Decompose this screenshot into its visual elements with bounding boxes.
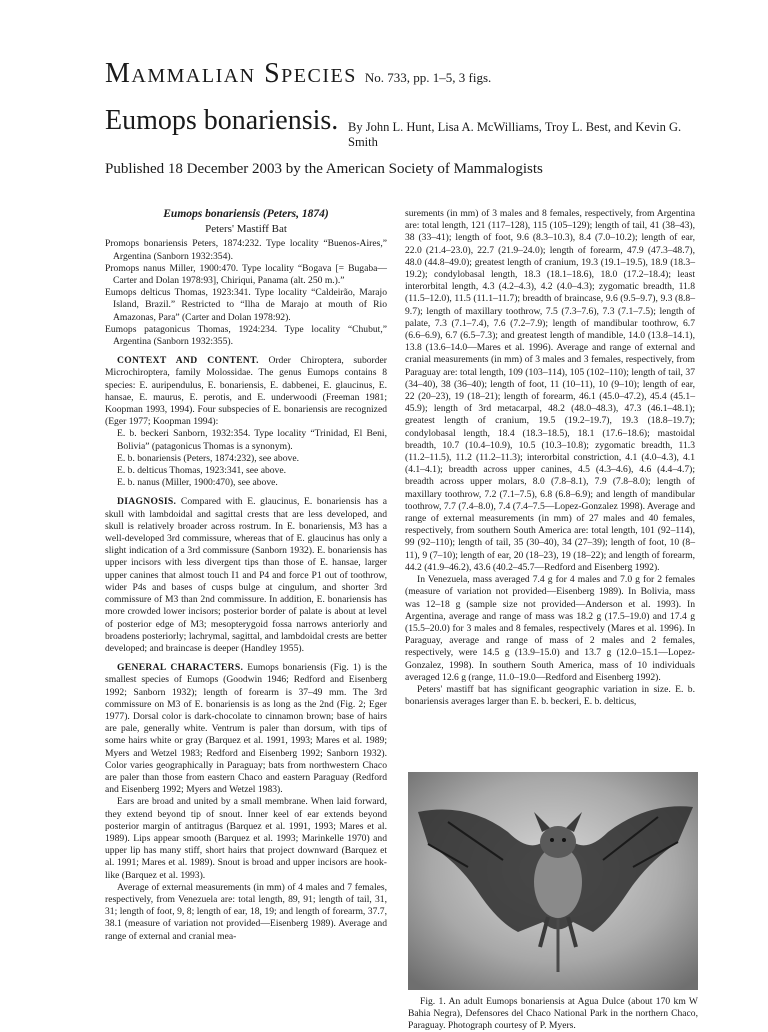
diagnosis-text: Compared with E. glaucinus, E. bonariensis has a skull with lambdoidal and sagittal crests that are less developed, and skull is relatively broader across rostrum. In E. bonariensis, M3 has a well-developed 3rd commissure, whereas that of E. glaucinus has only a slight indication of a 3rd commissure (Sanborn 1932). E. bonariensis has upper incisors with less divergent tips than those of E. hansae, larger upper canines that almost touch I1 and P4 and force P1 out of toothrow, wider P4s and bases of cusps bulge at cingulum, and shorter 3rd commissure of M3 than 2nd commissure. In addition, E. bonariensis has more crowded lower incisors; posterior border of palate is about at level of posterior edge of M3; mesopterygoid fossa narrows anteriorly and broadens posteriorly; lachrymal, sagittal, and lambdoidal crests are better developed; and braincase is deeper (Handley 1955). [105, 496, 387, 654]
left-text-column [105, 208, 387, 943]
synonym-entry: Promops bonariensis Peters, 1874:232. Type locality “Buenos-Aires,” Argentina (Sanborn 1932:354). [105, 238, 387, 262]
publication-line: Published 18 December 2003 by the American Society of Mammalogists [105, 161, 543, 177]
subspecies-entry: E. b. nanus (Miller, 1900:470), see above. [117, 477, 278, 489]
subspecies-entry: E. b. bonariensis (Peters, 1874:232), see above. [117, 452, 299, 464]
synonym-entry: Eumops patagonicus Thomas, 1924:234. Type locality “Chubut,” Argentina (Sanborn 1932:355). [105, 323, 387, 348]
section-heading-context: CONTEXT AND CONTENT. [117, 355, 259, 367]
context-paragraph [105, 355, 387, 428]
measurements-paragraph: surements (in mm) of 3 males and 8 females, respectively, from Argentina are: total length, 121 (117–128), 115 (105–129); length of tail, 41 (38–43), 38 (33–41); length of foot, 9.6 (8.3–10.3), 8.4 (7.0–10.2); length of ear, 22.0 (21.4–23.0), 22.7 (21.9–24.0); length of forearm, 47.9 (47.3–48.7), 48.0 (44.8–49.0); greatest length of cranium, 19.3 (19.1–19.5), 18.9 (18.3–19.2); condylobasal length, 18.3 (18.1–18.6), 18.0 (17.2–18.4); least interorbital length, 4.3 (4.2–4.3), 4.2 (4.0–4.3); zygomatic breadth, 11.8 (11.5–12.0), 11.5 (11.1–11.7); breadth of braincase, 9.6 (9.5–9.7), 9.3 (8.8–9.7); length of maxillary toothrow, 7.5 (7.3–7.6), 7.3 (7.1–7.5); length of palate, 7.3 (7.1–7.4), 7.6 (7.2–7.9); length of mandibular toothrow, 6.7 (6.6–6.9), 6.7 (6.5–7.3); and greatest length of mandible, 14.0 (13.8–14.1), 13.8 (13.6–14.0—Mares et al. 1996). Average and range of external and cranial measurements (in mm) of 3 males and 3 females, respectively, from Paraguay are: total length, 109 (103–114), 105 (102–110); length of tail, 37 (34–40), 38 (36–40); length of foot, 11 (10–11), 10 (9–10); length of ear, 22 (20–23), 19 (18–21); length of forearm, 46.1 (45.0–47.2), 45.4 (45.1–45.9); length of 3rd metacarpal, 48.2 (48.0–48.3), 47.3 (46.1–48.1); greatest length of cranium, 19.5 (19.2–19.7), 19.3 (18.8–19.7); condylobasal length, 18.4 (18.3–18.5), 18.1 (17.6–18.6); mastoidal breadth, 10.7 (10.4–10.9), 10.5 (10.3–10.8); zygomatic breadth, 11.3 (11.2–11.5), 11.2 (11.2–11.3); interorbital constriction, 4.1 (4.0–4.3), 4.1 (4.1–4.1); breadth across upper canines, 4.5 (4.3–4.6), 4.6 (4.4–4.7); breadth across upper molars, 8.0 (7.8–8.1), 7.9 (7.8–8.0); length of maxillary toothrow, 7.2 (7.1–7.5), 6.8 (6.8–6.9); and length of mandibular toothrow, 7.7 (7.4–8.0), 7.4 (7.4–7.5—Lopez-Gonzalez 1998). Average and range of external measurements (in mm) of 27 males and 40 females, respectively, from southern South America are: total length, 101 (92–114), 99 (92–110); length of tail, 35 (30–40), 34 (27–39); length of foot, 10 (8–11), 9 (7–10); length of ear, 20 (18–23), 19 (18–22); and length of forearm, 44.2 (41.9–46.2), 43.6 (40.2–45.7—Redford and Eisenberg 1992). [405, 208, 695, 573]
species-heading: Eumops bonariensis (Peters, 1874) [163, 208, 329, 220]
ears-paragraph: Ears are broad and united by a small membrane. When laid forward, they extend beyond tip of snout. Inner keel of ear extends beyond posterior margin of antitragus (Barquez et al. 1991, 1993; Mares et al. 1989). Lips appear smooth (Barquez et al. 1993; Marinkelle 1970) and upper lip has many stiff, short hairs that project downward (Barquez et al. 1991; Mares et al. 1989). Snout is broad and upper incisors are hook-like (Barquez et al. 1993). [105, 796, 387, 881]
figure-caption: Fig. 1. An adult Eumops bonariensis at Agua Dulce (about 170 km W Bahia Negra), Defensores del Chaco National Park in the northern Chaco, Paraguay. Photograph courtesy of P. Myers. [408, 996, 698, 1031]
subspecies-entry: E. b. beckeri Sanborn, 1932:354. Type locality “Trinidad, El Beni, Bolivia” (patagonicus Thomas is a synonym). [117, 428, 387, 452]
right-text-column [405, 208, 695, 708]
synonym-entry: Eumops delticus Thomas, 1923:341. Type locality “Caldeirão, Marajo Island, Brazil.” Restricted to “Ilha de Marajo at mouth of Rio Amazonas, Para” (Carter and Dolan 1978:92). [105, 287, 387, 323]
section-heading-general-characters: GENERAL CHARACTERS. [117, 662, 244, 674]
article-title: Eumops bonariensis. [105, 105, 339, 136]
bat-photo-illustration [408, 772, 698, 990]
subspecies-entry: E. b. delticus Thomas, 1923:341, see above. [117, 465, 287, 477]
geographic-variation-paragraph: Peters' mastiff bat has significant geographic variation in size. E. b. bonariensis averages larger than E. b. beckeri, E. b. delticus, [405, 683, 695, 708]
author-list: By John L. Hunt, Lisa A. McWilliams, Troy L. Best, and Kevin G. Smith [348, 120, 682, 149]
common-name: Peters' Mastiff Bat [205, 223, 287, 236]
general-characters-paragraph [105, 662, 387, 796]
average-measurements-paragraph: Average of external measurements (in mm) of 4 males and 7 females, respectively, from Venezuela are: total length, 89, 91; length of tail, 31, 31; length of foot, 9, 8; length of ear, 18, 19; and length of forearm, 37.7, 38.1 (measure of variation not provided—Eisenberg 1989). Average and range of external and cranial mea- [105, 881, 387, 942]
section-heading-diagnosis: DIAGNOSIS. [117, 496, 177, 508]
diagnosis-paragraph [105, 496, 387, 655]
context-text: Order Chiroptera, suborder Microchiroptera, family Molossidae. The genus Eumops contains 8 species: E. auripendulus, E. bonariensis, E. dabbenei, E. glaucinus, E. hansae, E. maurus, E. perotis, and E. underwoodi (Freeman 1981; Koopman 1993, 1994). Four subspecies of E. bonariensis are recognized (Eger 1977; Koopman 1994): [105, 355, 387, 428]
issue-reference: No. 733, pp. 1–5, 3 figs. [364, 70, 492, 85]
general-characters-text: Eumops bonariensis (Fig. 1) is the smallest species of Eumops (Goodwin 1946; Redford and Eisenberg 1992; Sanborn 1932); length of forearm is 37–49 mm. The 3rd commissure on M3 of E. bonariensis is as long as the 2nd (Fig. 2; Eger 1977). Dorsal color is dark-chocolate to cinnamon brown; base of hairs are pale, generally white. Ventrum is paler than dorsum, with tips of some hairs white or gray (Barquez et al. 1991, 1993; Mares et al. 1989; Myers and Wetzel 1983; Redford and Eisenberg 1992; Sanborn 1932). Color varies geographically in Paraguay; bats from northwestern Chaco are paler than those from eastern Chaco and eastern Paraguay (Redford and Eisenberg 1992; Myers and Wetzel 1983). [105, 662, 387, 796]
bat-photograph [408, 772, 698, 990]
journal-series-title: Mammalian Species [105, 58, 357, 89]
synonym-entry: Promops nanus Miller, 1900:470. Type locality “Bogava [= Bugaba—Carter and Dolan 1978:93], Chiriqui, Panama (alt. 250 m.).” [105, 262, 387, 287]
series-line [105, 58, 491, 90]
mass-paragraph: In Venezuela, mass averaged 7.4 g for 4 males and 7.0 g for 2 females (measure of variation not provided—Eisenberg 1989). In Bolivia, mass was 12–18 g (sample size not provided—Anderson et al. 1993). In Argentina, average and range of mass was 18.2 g (17.5–19.0) and 17.4 g (15.5–20.0) for 3 males and 8 females, respectively (Mares et al. 1996). In Paraguay, average and range of mass of 2 males and 2 females, respectively, were 14.5 g (13.9–15.0) and 13.7 g (12.0–15.1—Lopez-Gonzalez, 1998). In southern South America, mass of 10 individuals averaged 12.6 g (range, 11.0–19.0—Redford and Eisenberg 1992). [405, 574, 695, 683]
